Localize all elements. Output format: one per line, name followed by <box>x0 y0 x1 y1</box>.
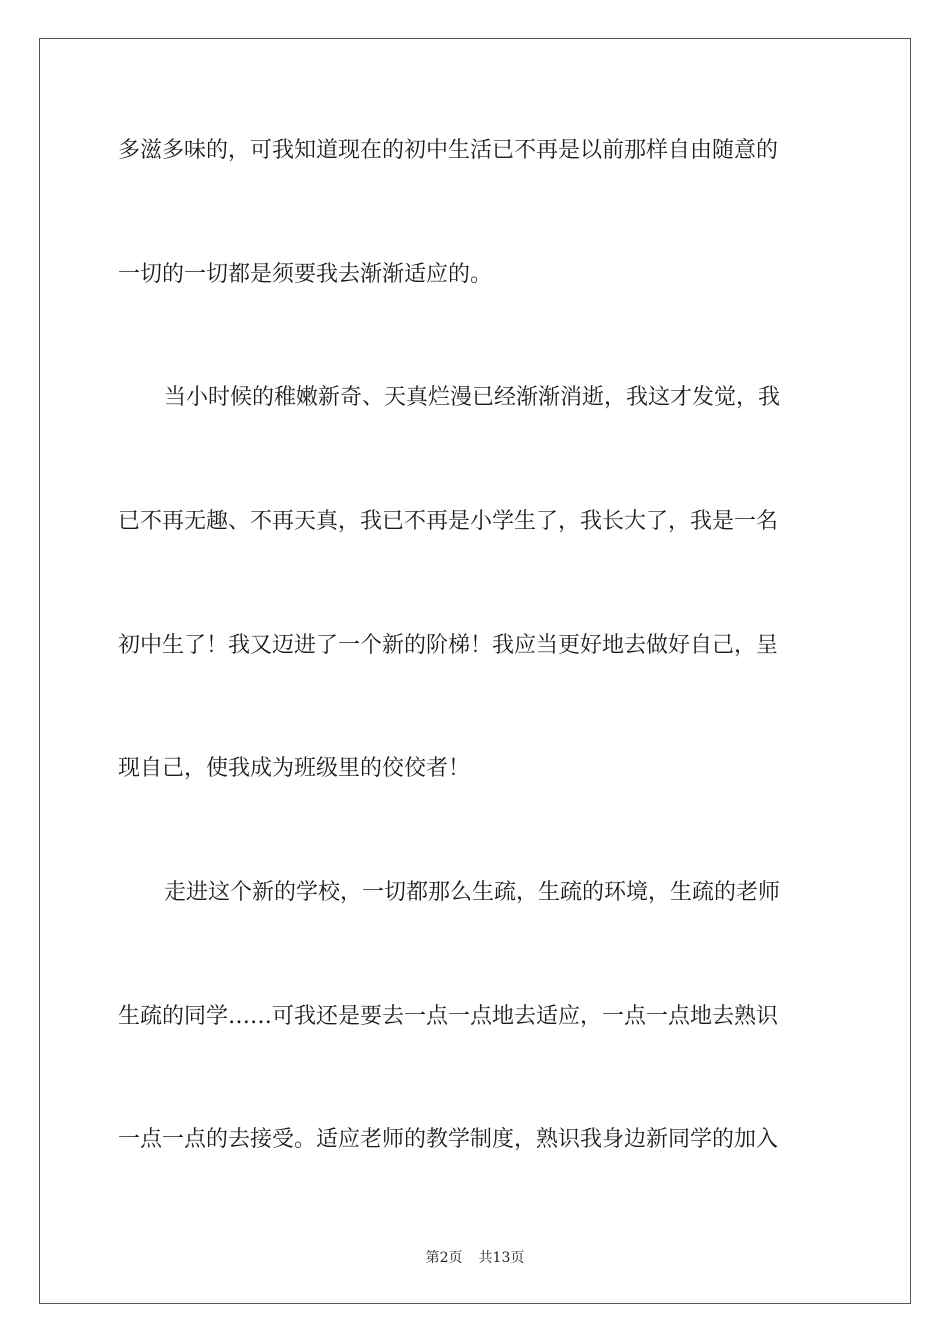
text-line: 走进这个新的学校，一切都那么生疏，生疏的环境，生疏的老师 <box>164 880 781 905</box>
text-line: 现自己，使我成为班级里的佼佼者！ <box>118 756 471 781</box>
text-line: 一切的一切都是须要我去渐渐适应的。 <box>118 262 493 287</box>
text-line: 多滋多味的，可我知道现在的初中生活已不再是以前那样自由随意的 <box>118 138 779 163</box>
page-footer <box>0 1247 950 1267</box>
text-line: 一点一点的去接受。适应老师的教学制度，熟识我身边新同学的加入 <box>118 1127 779 1152</box>
text-line: 初中生了！我又迈进了一个新的阶梯！我应当更好地去做好自己，呈 <box>118 633 779 658</box>
page-total: 共13页 <box>478 1250 525 1266</box>
text-line: 已不再无趣、不再天真，我已不再是小学生了，我长大了，我是一名 <box>118 509 779 534</box>
text-line: 生疏的同学……可我还是要去一点一点地去适应，一点一点地去熟识 <box>118 1004 779 1029</box>
text-line: 当小时候的稚嫩新奇、天真烂漫已经渐渐消逝，我这才发觉，我 <box>164 385 781 410</box>
page-number: 第2页 <box>425 1250 463 1266</box>
page-frame <box>39 38 911 1304</box>
